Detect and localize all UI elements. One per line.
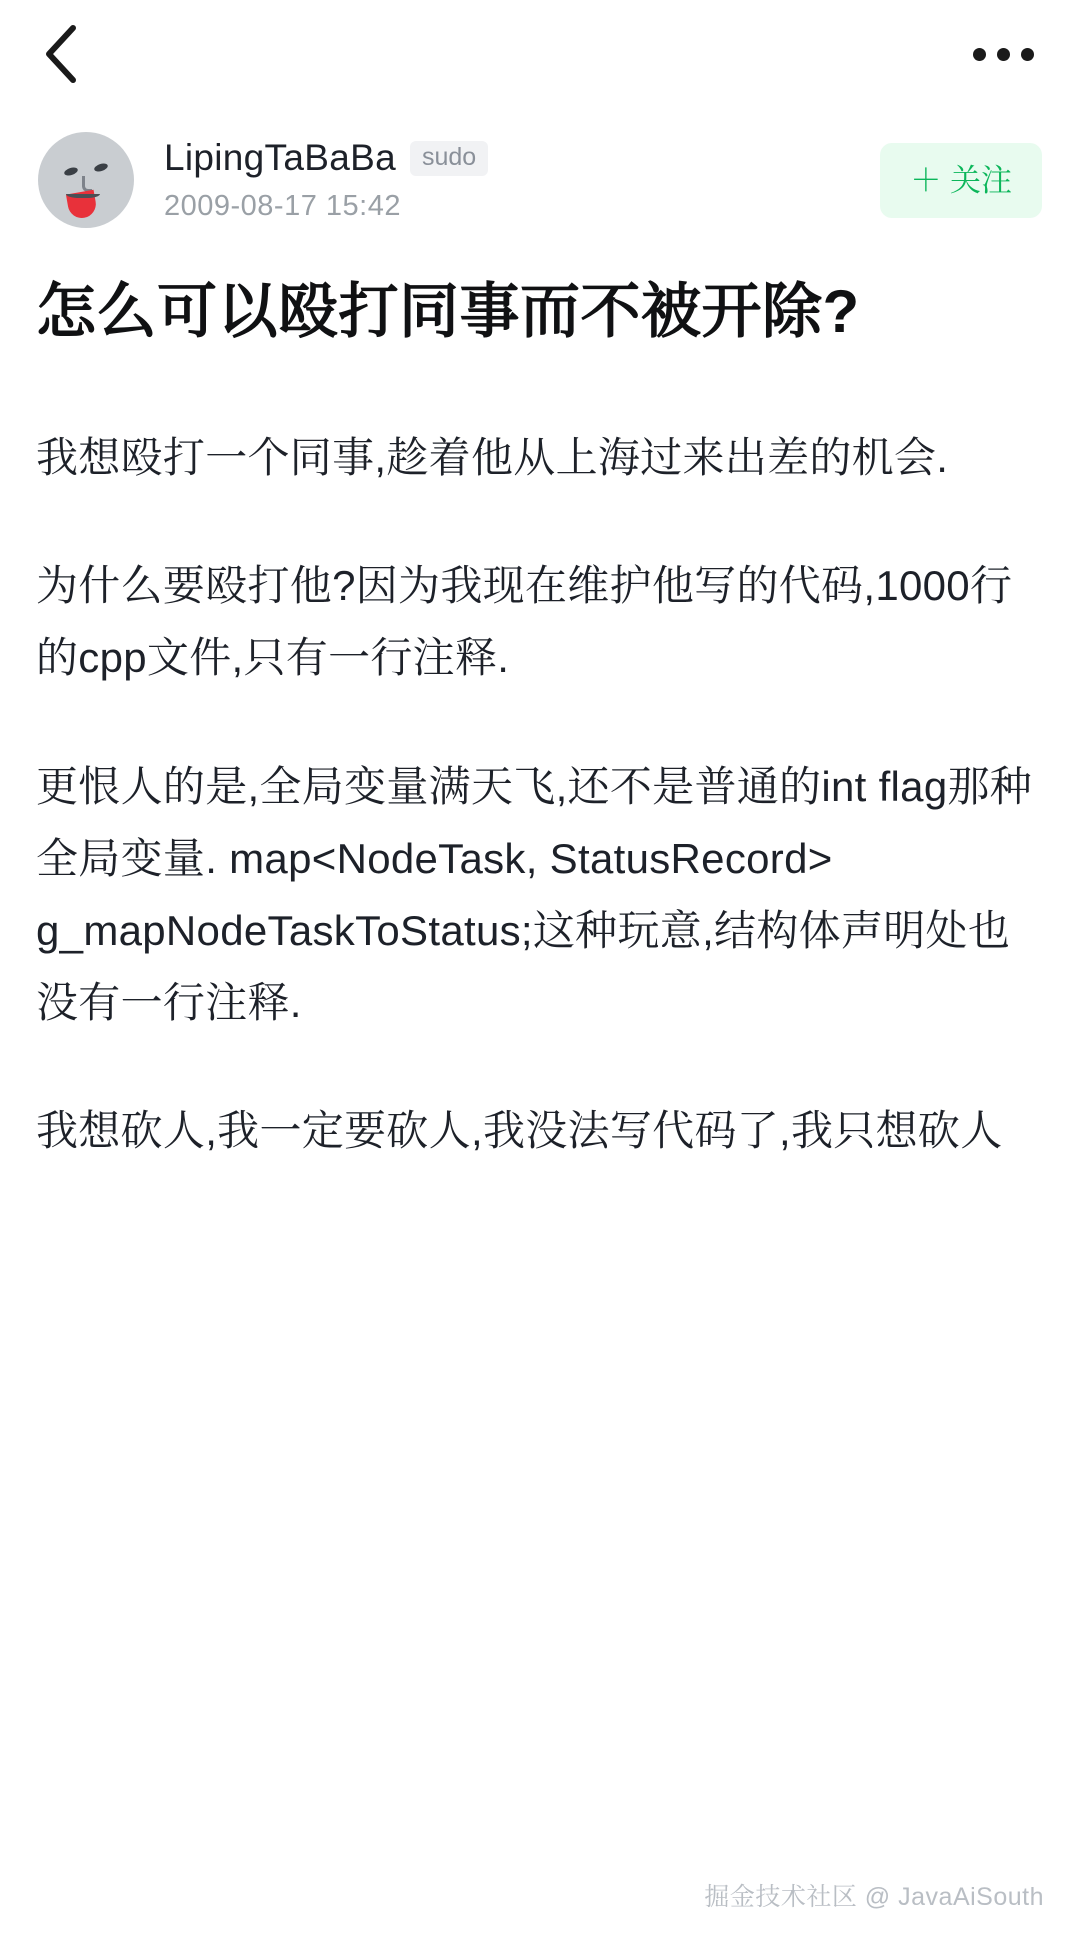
more-dot [973,48,986,61]
avatar-mouth [66,188,100,198]
author-header [0,108,1080,228]
author-meta [164,137,880,223]
publish-date: 2009-08-17 15:42 [164,190,401,222]
more-dot [997,48,1010,61]
author-name-line [164,137,880,179]
more-dot [1021,48,1034,61]
article-paragraph: 为什么要殴打他?因为我现在维护他写的代码,1000行的cpp文件,只有一行注释. [36,562,1013,682]
article-paragraph: 我想砍人,我一定要砍人,我没法写代码了,我只想砍人 [36,1107,1003,1155]
follow-button[interactable]: ＋ 关注 [880,143,1042,218]
avatar-eye-right [93,162,108,173]
watermark: 掘金技术社区 @ JavaAiSouth [704,1883,1044,1911]
avatar[interactable] [38,132,134,228]
author-badge: sudo [410,141,488,176]
article-paragraph: 更恨人的是,全局变量满天飞,还不是普通的int flag那种全局变量. map<NodeTask, StatusRecord> g_mapNodeTaskToStatus;这种玩意,结构体声明处也没有一行注释. [36,762,1033,1027]
article-paragraph: 我想殴打一个同事,趁着他从上海过来出差的机会. [36,433,949,481]
author-name[interactable]: LipingTaBaBa [164,137,396,178]
avatar-eye-left [63,166,78,177]
chevron-left-icon[interactable] [38,24,84,84]
more-options-icon[interactable] [969,38,1038,71]
top-navigation-bar [0,0,1080,108]
article-body [36,422,1044,1168]
page-title: 怎么可以殴打同事而不被开除? [36,278,860,345]
